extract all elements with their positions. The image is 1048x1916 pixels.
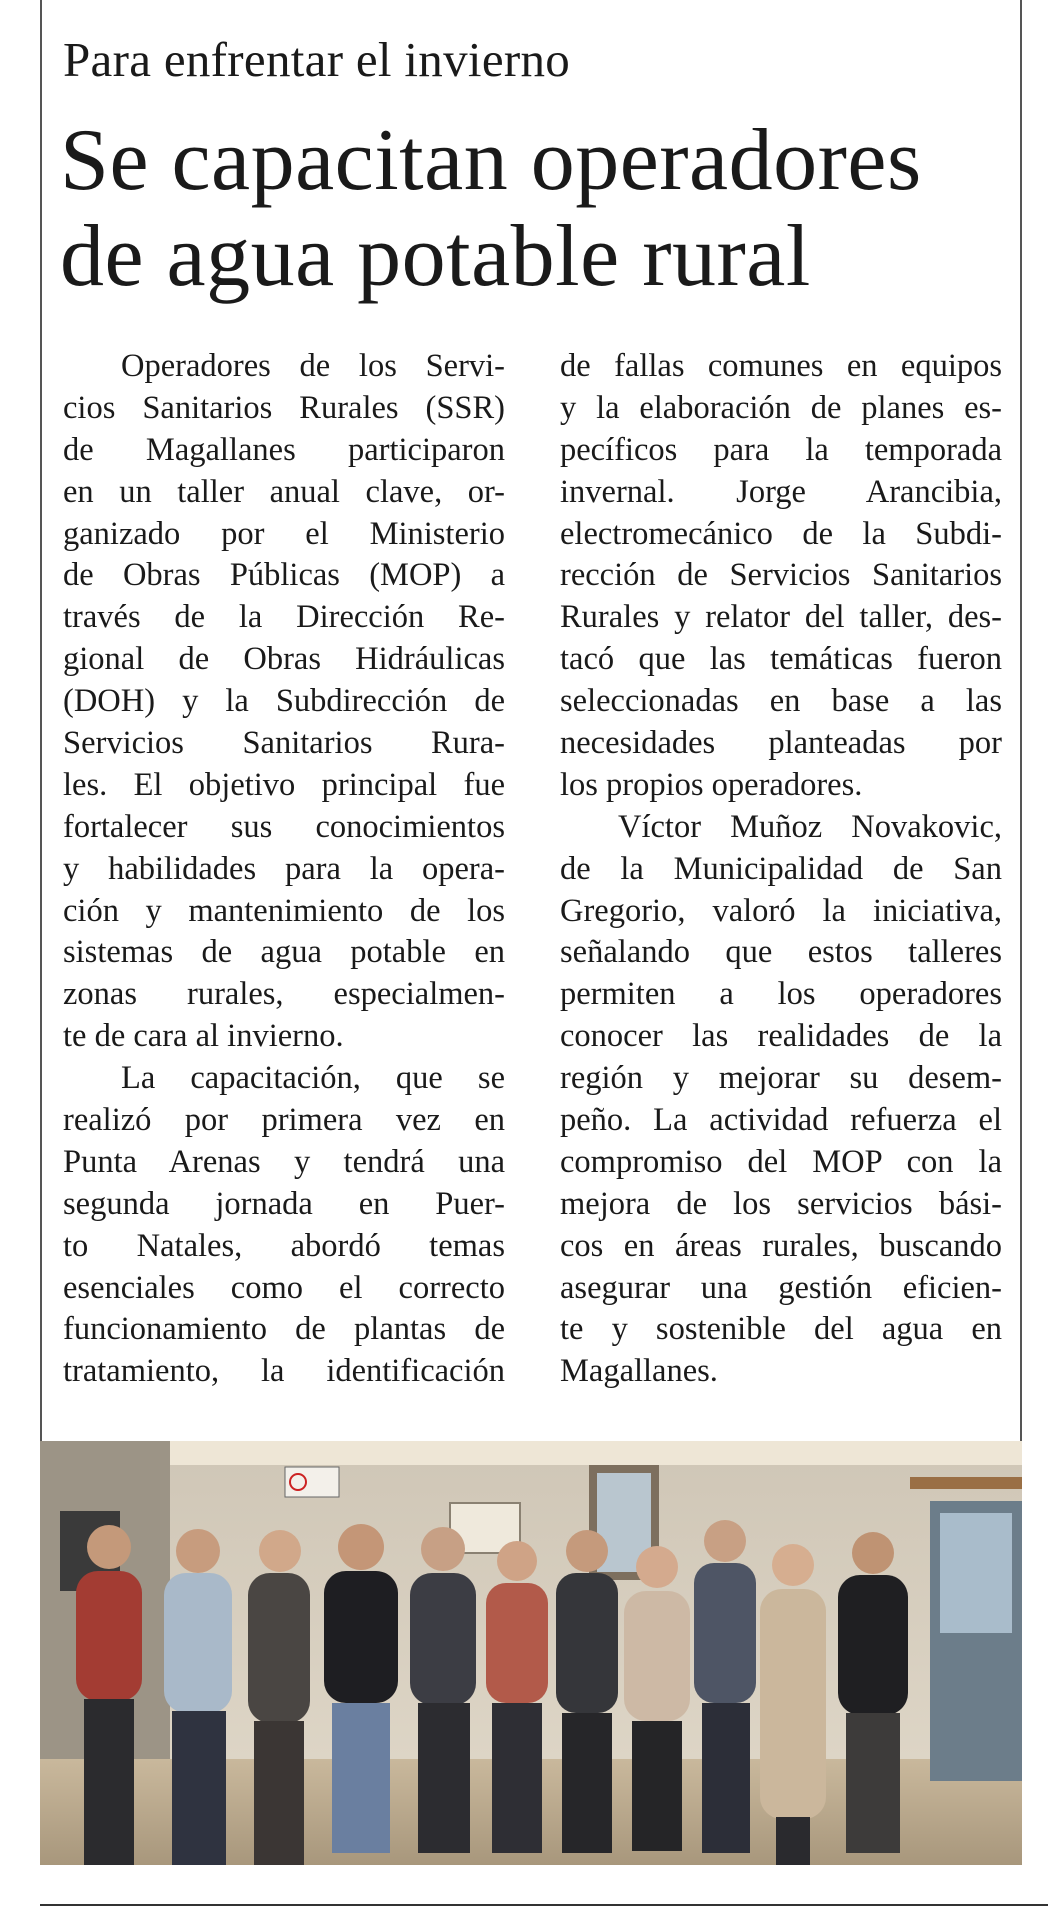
body-text-line: (DOH) y la Subdirección de (63, 683, 505, 720)
article-body-left-column (63, 346, 505, 1393)
body-text-line: cios Sanitarios Rurales (SSR) (63, 389, 505, 426)
body-text-line: y la elaboración de planes es- (560, 389, 1002, 426)
body-text-line: invernal. Jorge Arancibia, (560, 473, 1002, 510)
body-text-line: Rurales y relator del taller, des- (560, 599, 1002, 636)
body-text-line: Gregorio, valoró la iniciativa, (560, 892, 1002, 929)
page-bottom-rule (40, 1904, 1048, 1906)
body-text-line: pecíficos para la temporada (560, 431, 1002, 468)
group-photo (40, 1441, 1022, 1865)
body-text-line: segunda jornada en Puer- (63, 1185, 505, 1222)
body-text-line: peño. La actividad refuerza el (560, 1102, 1002, 1139)
body-text-line: Punta Arenas y tendrá una (63, 1143, 505, 1180)
body-text-line: cos en áreas rurales, buscando (560, 1227, 1002, 1264)
body-text-line: señalando que estos talleres (560, 934, 1002, 971)
body-text-line: Operadores de los Servi- (121, 348, 505, 384)
body-text-line: electromecánico de la Subdi- (560, 515, 1002, 552)
body-text-line: zonas rurales, especialmen- (63, 976, 505, 1013)
article-kicker: Para enfrentar el invierno (63, 32, 571, 87)
body-text-line: esenciales como el correcto (63, 1269, 505, 1306)
body-text-line: to Natales, abordó temas (63, 1227, 505, 1264)
headline-line: de agua potable rural (60, 208, 811, 305)
body-text-line: conocer las realidades de la (560, 1018, 1002, 1055)
body-text-line: seleccionadas en base a las (560, 683, 1002, 720)
body-text-line: tratamiento, la identificación (63, 1353, 505, 1390)
body-text-line: fortalecer sus conocimientos (63, 808, 505, 845)
body-text-line: mejora de los servicios bási- (560, 1185, 1002, 1222)
body-text-line: rección de Servicios Sanitarios (560, 557, 1002, 594)
body-text-line: región y mejorar su desem- (560, 1060, 1002, 1097)
body-text-line: los propios operadores. (560, 766, 863, 803)
body-text-line: necesidades planteadas por (560, 725, 1002, 762)
headline-line: Se capacitan operadores (60, 112, 922, 209)
body-text-line: gional de Obras Hidráulicas (63, 641, 505, 678)
body-text-line: Víctor Muñoz Novakovic, (618, 808, 1002, 845)
body-text-line: de la Municipalidad de San (560, 850, 1002, 887)
body-text-line: sistemas de agua potable en (63, 934, 505, 971)
body-text-line: de Magallanes participaron (63, 431, 505, 468)
body-text-line: Magallanes. (560, 1353, 718, 1390)
body-text-line: asegurar una gestión eficien- (560, 1269, 1002, 1306)
body-text-line: través de la Dirección Re- (63, 599, 505, 636)
body-text-line: les. El objetivo principal fue (63, 766, 505, 803)
body-text-line: en un taller anual clave, or- (63, 473, 505, 510)
body-text-line: funcionamiento de plantas de (63, 1311, 505, 1348)
article-body-right-column (560, 346, 1002, 1393)
body-text-line: y habilidades para la opera- (63, 850, 505, 887)
body-text-line: ción y mantenimiento de los (63, 892, 505, 929)
body-text-line: ganizado por el Ministerio (63, 515, 505, 552)
group-photo-icon (40, 1441, 1022, 1865)
body-text-line: de fallas comunes en equipos (560, 348, 1002, 384)
body-text-line: de Obras Públicas (MOP) a (63, 557, 505, 594)
article-headline (60, 113, 922, 305)
body-text-line: te y sostenible del agua en (560, 1311, 1002, 1348)
body-text-line: tacó que las temáticas fueron (560, 641, 1002, 678)
body-text-line: Servicios Sanitarios Rura- (63, 725, 505, 762)
body-text-line: compromiso del MOP con la (560, 1143, 1002, 1180)
body-text-line: La capacitación, que se (121, 1060, 505, 1097)
body-text-line: te de cara al invierno. (63, 1018, 344, 1055)
body-text-line: permiten a los operadores (560, 976, 1002, 1013)
body-text-line: realizó por primera vez en (63, 1102, 505, 1139)
